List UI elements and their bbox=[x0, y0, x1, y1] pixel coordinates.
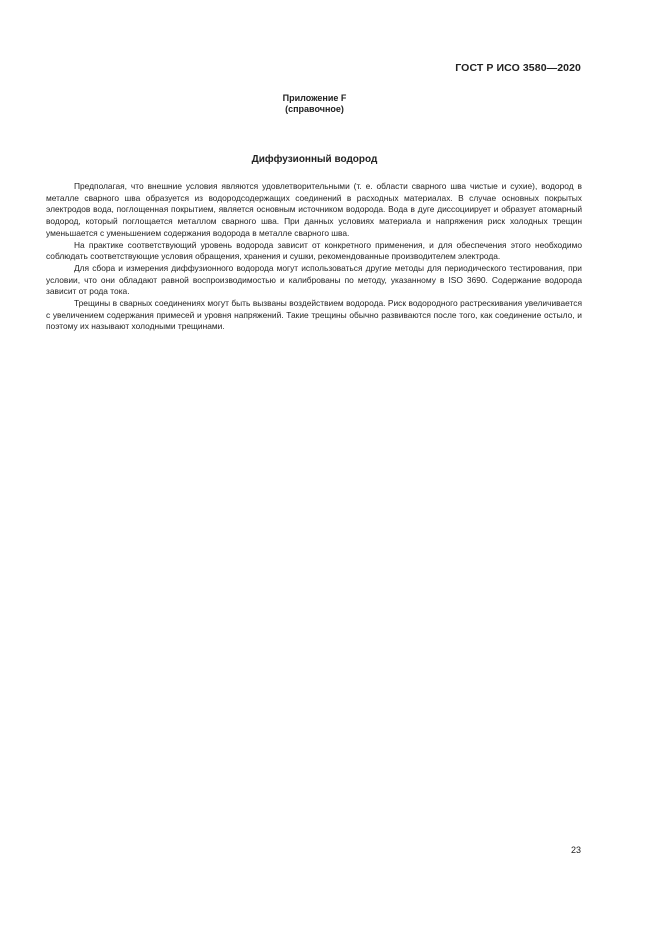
annex-subtitle: (справочное) bbox=[285, 104, 344, 114]
paragraph: Для сбора и измерения диффузионного водорода могут использоваться другие методы для периодического тестирования, при условии, что они обладают равной воспроизводимостью и калиброваны по методу, указанному в ISO 3690. Содержание водорода зависит от рода тока. bbox=[46, 262, 582, 297]
paragraph: Предполагая, что внешние условия являются удовлетворительными (т. е. области сварного шва чистые и сухие), водород в металле сварного шва образуется из водородсодержащих соединений в расходных материалах. В случае основных покрытых электродов вода, поглощенная покрытием, является основным источником водорода. Вода в дуге диссоциирует и образует атомарный водород, который поглощается металлом сварного шва. При данных условиях материала и напряжения риск холодных трещин уменьшается с уменьшением содержания водорода в металле сварного шва. bbox=[46, 181, 582, 238]
annex-title: Приложение F bbox=[282, 93, 347, 103]
page-number: 23 bbox=[570, 845, 581, 855]
paragraph: На практике соответствующий уровень водорода зависит от конкретного применения, и для обеспечения этого необходимо соблюдать соответствующие условия обращения, хранения и сушки, рекомендованные производителем электрода. bbox=[46, 239, 582, 262]
paragraph: Трещины в сварных соединениях могут быть вызваны воздействием водорода. Риск водородного растрескивания увеличивается с увеличением содержания примесей и уровня напряжений. Такие трещины обычно развиваются после того, как соединение остыло, и поэтому их называют холодными трещинами. bbox=[46, 298, 582, 332]
body-text bbox=[46, 181, 582, 333]
section-title: Диффузионный водород bbox=[251, 154, 378, 165]
document-code: ГОСТ Р ИСО 3580—2020 bbox=[455, 62, 581, 74]
